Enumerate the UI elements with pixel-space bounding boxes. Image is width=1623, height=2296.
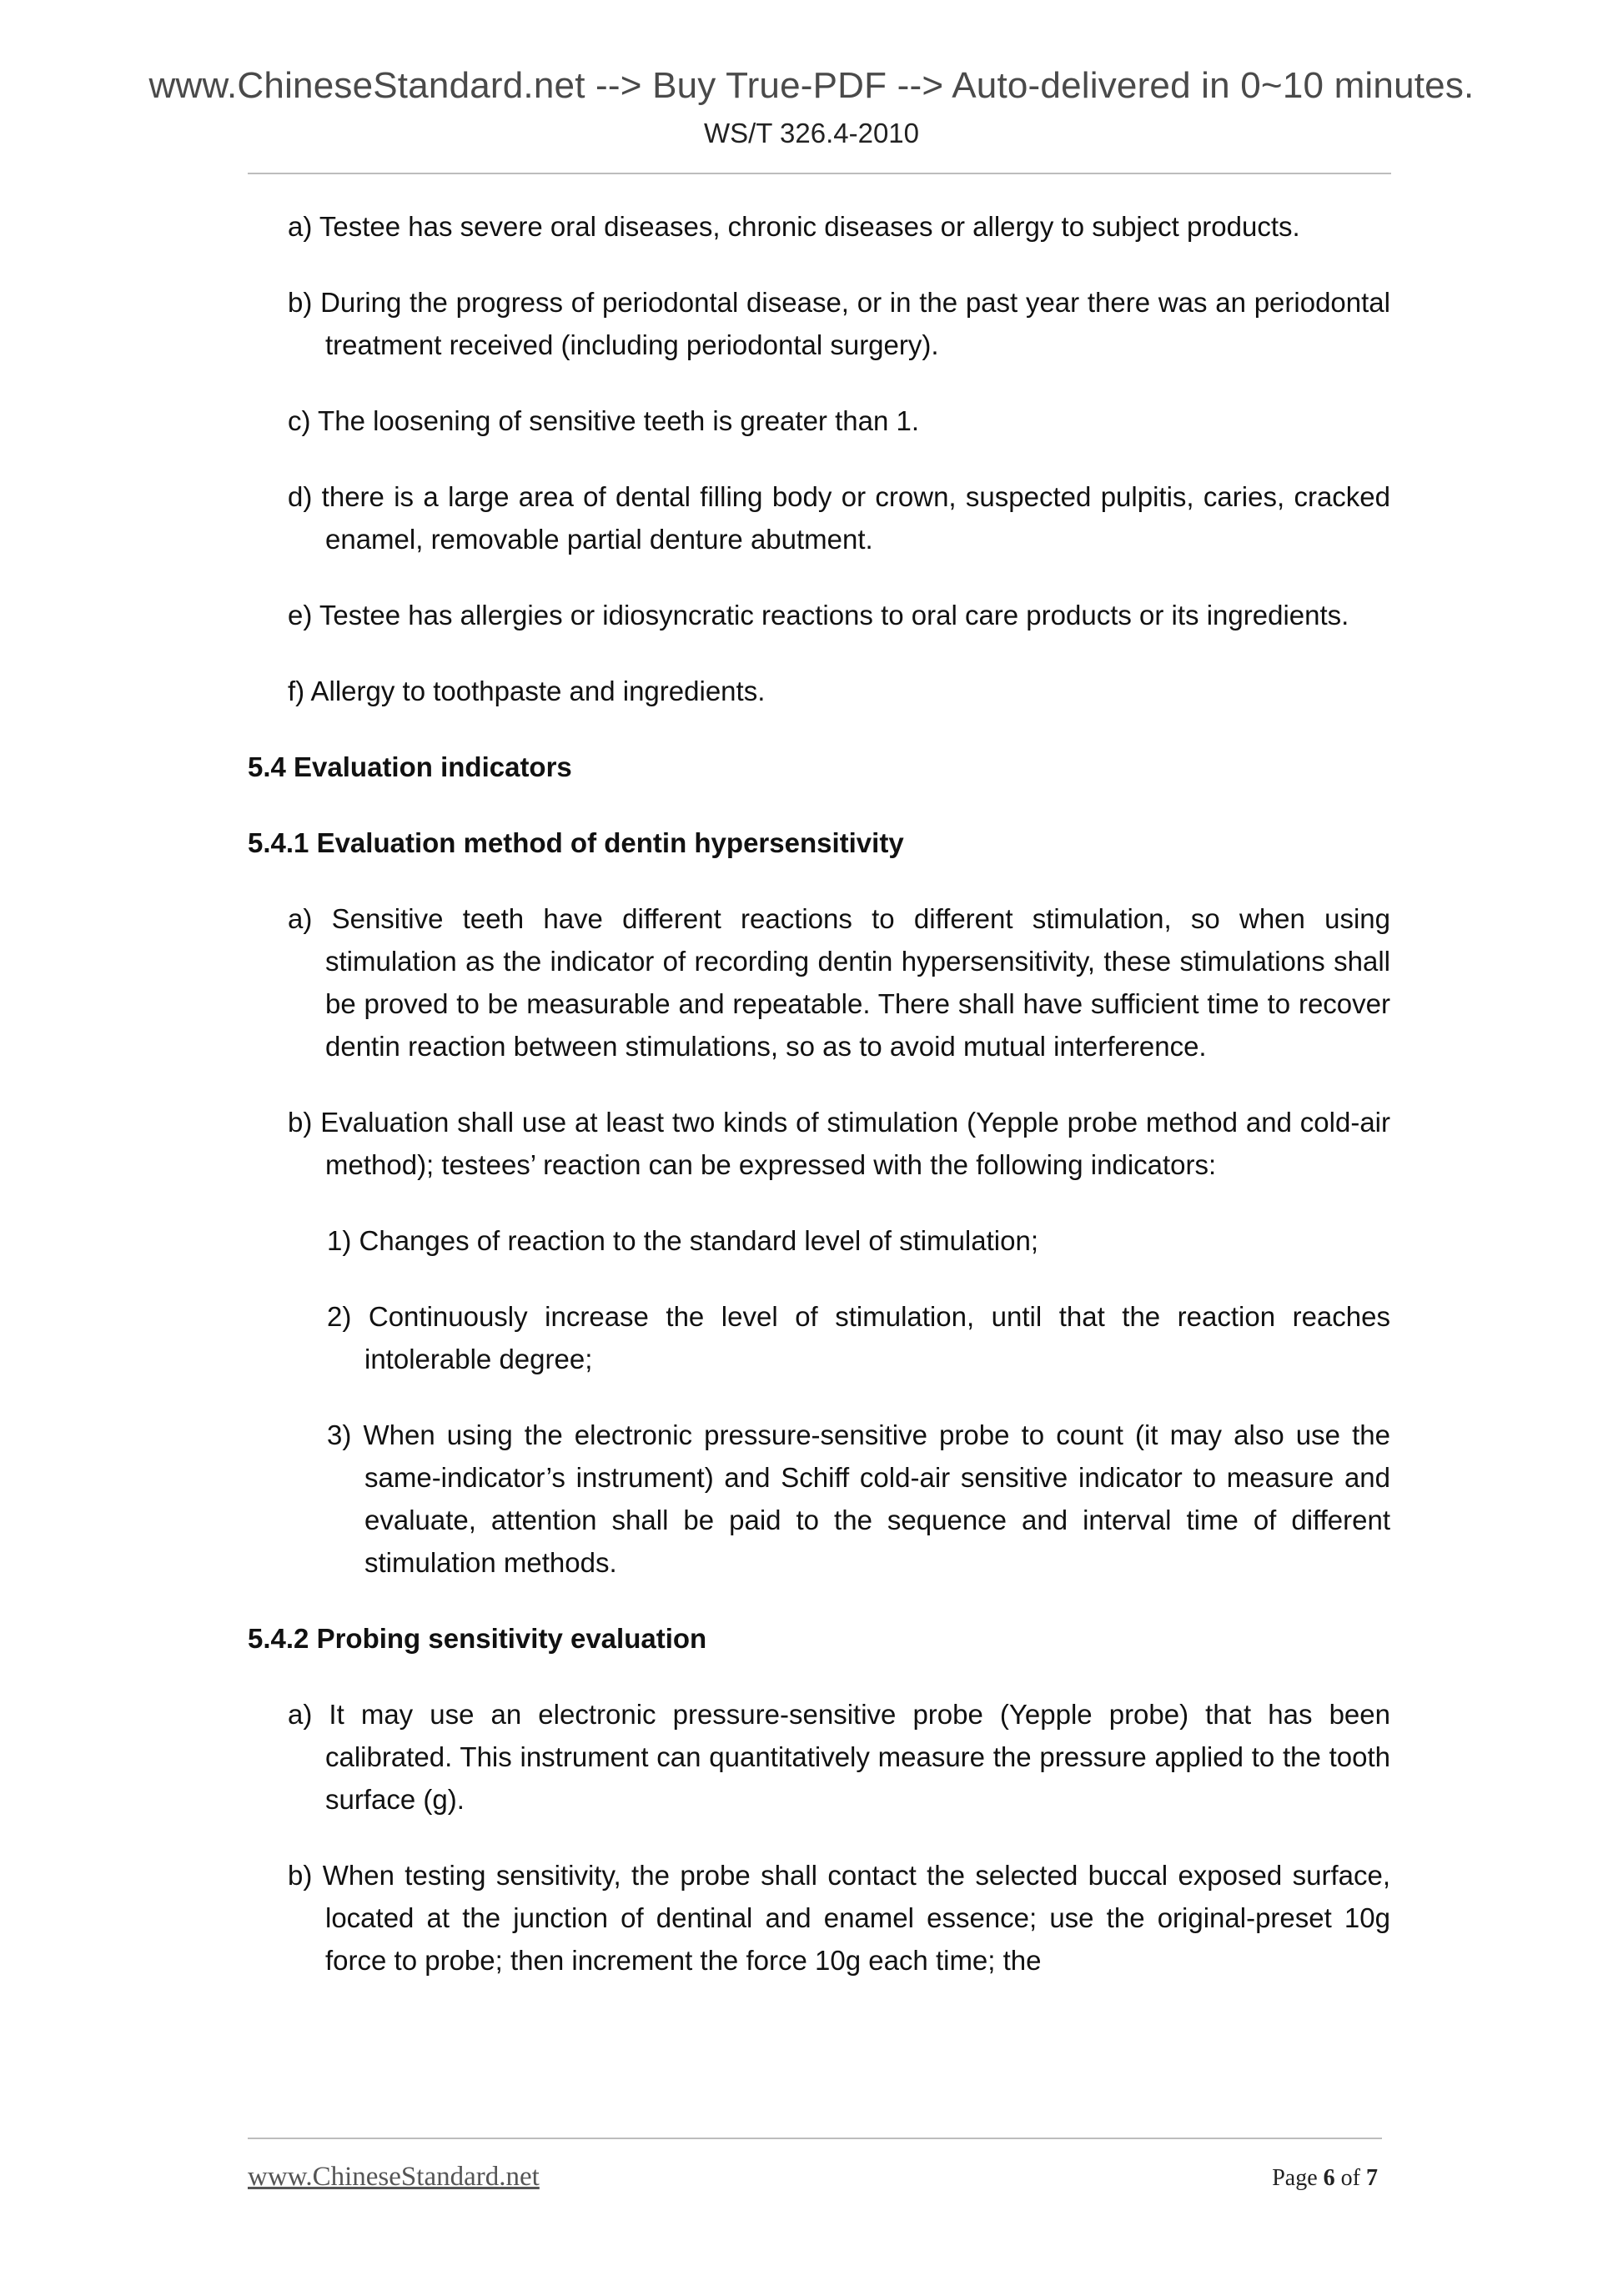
page-content [248,205,1390,2015]
list-item: a) Sensitive teeth have different reactions to different stimulation, so when using stimulation as the indicator of recording dentin hypersensitivity, these stimulations shall be proved to be measurable and repeatable. There shall have sufficient time to recover dentin reaction between stimulations, so as to avoid mutual interference. [288,903,1390,1062]
sub-list-item: 3) When using the electronic pressure-sensitive probe to count (it may also use the same-indicator’s instrument) and Schiff cold-air sensitive indicator to measure and evaluate, attention shall be paid to the sequence and interval time of different stimulation methods. [327,1419,1390,1578]
page-total: 7 [1366,2165,1378,2191]
list-item: f) Allergy to toothpaste and ingredients. [288,676,766,706]
document-id: WS/T 326.4-2010 [703,118,920,148]
sub-list-item: 2) Continuously increase the level of stimulation, until that the reaction reaches intolerable degree; [327,1301,1390,1374]
header-banner: www.ChineseStandard.net --> Buy True-PDF --> Auto-delivered in 0~10 minutes. [148,65,1475,106]
list-item: a) It may use an electronic pressure-sensitive probe (Yepple probe) that has been calibrated. This instrument can quantitatively measure the pressure applied to the tooth surface (g). [288,1699,1390,1815]
list-item: a) Testee has severe oral diseases, chronic diseases or allergy to subject products. [288,211,1300,242]
list-item: b) During the progress of periodontal disease, or in the past year there was an periodontal treatment received (including periodontal surgery). [288,287,1390,360]
footer-divider [248,2138,1382,2139]
header-divider [248,173,1391,174]
section-heading-5-4-1: 5.4.1 Evaluation method of dentin hypersensitivity [248,827,904,858]
list-item: d) there is a large area of dental filling body or crown, suspected pulpitis, caries, cracked enamel, removable partial denture abutment. [288,481,1390,555]
list-item: b) When testing sensitivity, the probe shall contact the selected buccal exposed surface, located at the junction of dentinal and enamel essence; use the original-preset 10g force to probe; then increment the force 10g each time; the [288,1860,1390,1976]
page-of: of [1334,2165,1366,2191]
list-item: b) Evaluation shall use at least two kinds of stimulation (Yepple probe method and cold-air method); testees’ reaction can be expressed with the following indicators: [288,1107,1390,1180]
section-heading-5-4: 5.4 Evaluation indicators [248,751,572,782]
footer-website-link[interactable]: www.ChineseStandard.net [248,2162,540,2192]
list-item: e) Testee has allergies or idiosyncratic reactions to oral care products or its ingredients. [288,600,1349,631]
section-heading-5-4-2: 5.4.2 Probing sensitivity evaluation [248,1623,707,1654]
page-current: 6 [1323,2165,1335,2191]
list-item: c) The loosening of sensitive teeth is greater than 1. [288,405,920,436]
page-number [1272,2165,1378,2192]
page-prefix: Page [1272,2165,1324,2191]
sub-list-item: 1) Changes of reaction to the standard level of stimulation; [327,1225,1038,1256]
